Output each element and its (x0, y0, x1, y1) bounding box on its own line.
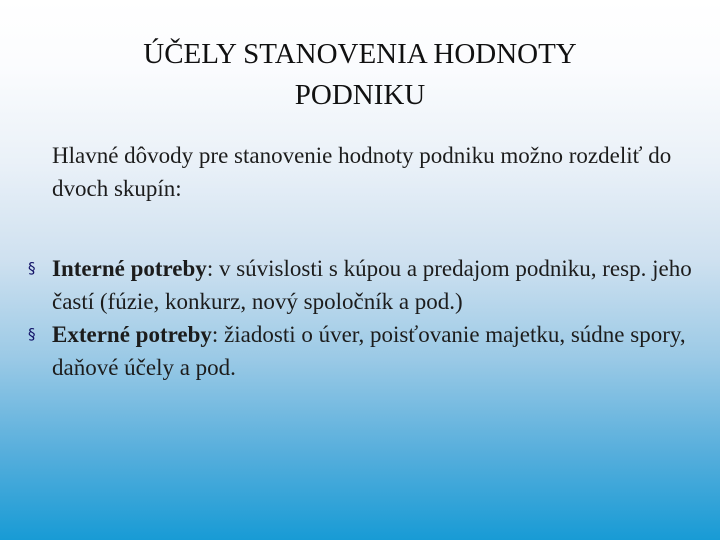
bullet-text: : v súvislosti s kúpou a predajom podniku, resp. jeho častí (fúzie, konkurz, nový spoločník a pod.) (52, 256, 692, 314)
bullet-text: : žiadosti o úver, poisťovanie majetku, súdne spory, daňové účely a pod. (52, 322, 686, 380)
bullet-item-interne-potreby (28, 252, 698, 318)
slide-title-line-1: ÚČELY STANOVENIA HODNOTY (143, 38, 577, 70)
section-sign-icon: § (28, 325, 36, 343)
slide-title (60, 34, 660, 116)
bullet-list (28, 252, 698, 384)
slide-title-line-2: PODNIKU (294, 79, 426, 111)
bullet-term: Externé potreby (52, 322, 212, 347)
bullet-term: Interné potreby (52, 256, 207, 281)
section-sign-icon: § (28, 259, 36, 277)
bullet-item-externe-potreby (28, 318, 698, 384)
intro-text: Hlavné dôvody pre stanovenie hodnoty podniku možno rozdeliť do dvoch skupín: (52, 143, 672, 201)
